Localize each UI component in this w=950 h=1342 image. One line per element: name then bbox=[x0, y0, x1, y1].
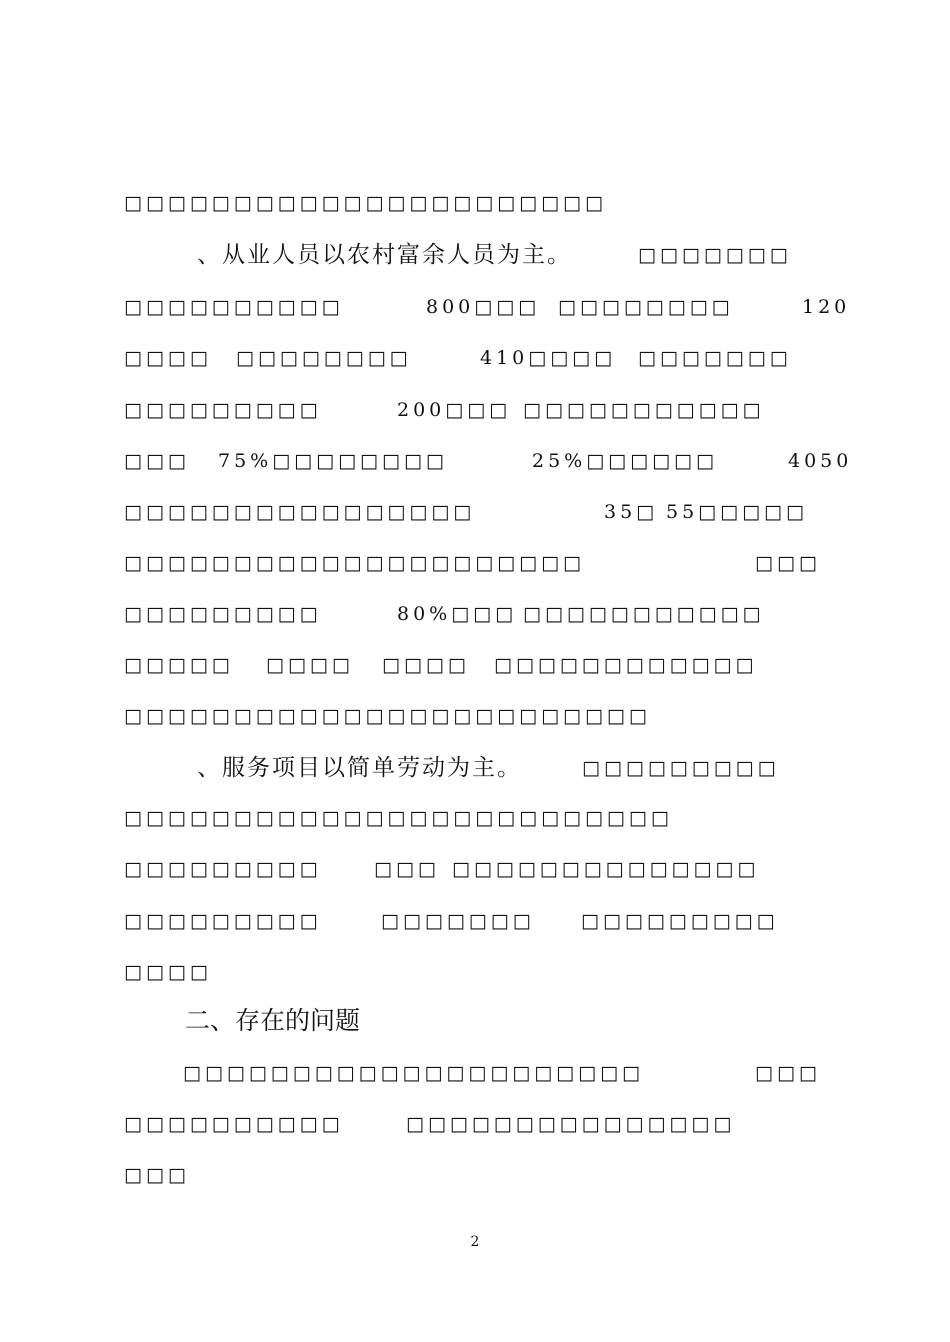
text-segment: □□□□ bbox=[124, 961, 212, 983]
text-segment: □□□ bbox=[755, 552, 821, 574]
text-line bbox=[0, 955, 950, 989]
text-segment: □□□□□□□□□□□□□□□□□□□□□ bbox=[183, 1062, 644, 1084]
text-line bbox=[0, 341, 950, 375]
text-segment: □□□□□□□□□ bbox=[124, 399, 322, 421]
page-number: 2 bbox=[470, 1234, 480, 1250]
text-segment: 200□□□ bbox=[397, 399, 512, 421]
text-segment: □□□□□□□□□□□ bbox=[523, 399, 765, 421]
text-line bbox=[0, 290, 950, 324]
text-line bbox=[0, 393, 950, 427]
text-segment: □□□□□□□□□□□□□□□□□□□□□□□□□ bbox=[124, 807, 673, 829]
text-line bbox=[0, 648, 950, 682]
text-line bbox=[0, 597, 950, 631]
text-segment: □□□□□□□□□ bbox=[124, 603, 322, 625]
text-segment: □□□□□ bbox=[124, 654, 234, 676]
text-line bbox=[0, 1158, 950, 1192]
text-segment: □□□□□□□□□□□□□□□ bbox=[406, 1113, 736, 1135]
text-line bbox=[0, 1107, 950, 1141]
text-segment: □□□ bbox=[124, 1164, 190, 1186]
text-segment: □□□□□□□□□□□□□□ bbox=[452, 858, 760, 880]
text-segment: □□□□ bbox=[124, 347, 212, 369]
text-segment: □□□□□□□ bbox=[638, 347, 792, 369]
text-segment: □□□□□□□□□ bbox=[124, 858, 322, 880]
bold-phrase: 、服务项目以简单劳动为主。 bbox=[197, 755, 522, 781]
text-segment: □□□ bbox=[374, 858, 440, 880]
text-segment: □□□□□□□□□□□□ bbox=[494, 654, 758, 676]
text-segment: □□□□□□□□□ bbox=[124, 910, 322, 932]
text-segment: 410□□□□ bbox=[480, 347, 617, 369]
text-segment: □□□□□□□□□□ bbox=[124, 1113, 344, 1135]
text-segment: □□□□□□□□□□□□□□□□□□□□□□ bbox=[124, 192, 607, 214]
text-segment: □□□□□□□□ bbox=[558, 296, 734, 318]
text-segment: 75%□□□□□□□□ bbox=[218, 450, 448, 472]
text-segment: □□□□□□□ bbox=[638, 244, 792, 266]
text-line bbox=[0, 444, 950, 478]
text-line bbox=[0, 495, 950, 529]
text-segment: □□□□□□□□□□□ bbox=[523, 603, 765, 625]
text-segment: 25%□□□□□□ bbox=[532, 450, 718, 472]
text-line bbox=[0, 904, 950, 938]
text-segment: □□□□□□□□□□□□□□□□□□□□□□□□ bbox=[124, 705, 651, 727]
text-segment: □□□□ bbox=[382, 654, 470, 676]
text-line bbox=[0, 1056, 950, 1090]
text-segment: 800□□□ bbox=[426, 296, 541, 318]
text-line bbox=[0, 852, 950, 886]
text-segment: □□□□□□□ bbox=[381, 910, 535, 932]
text-segment: □□□ bbox=[124, 450, 190, 472]
text-segment: 120 bbox=[802, 296, 851, 318]
text-segment: □□□ bbox=[755, 1062, 821, 1084]
text-segment: □□□□□□□□□ bbox=[581, 910, 779, 932]
bold-phrase: 、从业人员以农村富余人员为主。 bbox=[197, 242, 572, 268]
text-segment: □□□□ bbox=[266, 654, 354, 676]
text-line bbox=[0, 751, 950, 785]
text-segment: □□□□□□□□□ bbox=[582, 757, 780, 779]
text-segment: 35□ bbox=[604, 501, 659, 523]
text-segment: □□□□□□□□ bbox=[236, 347, 412, 369]
text-segment: 55□□□□□ bbox=[666, 501, 808, 523]
text-line bbox=[0, 699, 950, 733]
text-segment: □□□□□□□□□□□□□□□□ bbox=[124, 501, 476, 523]
text-segment: 80%□□□ bbox=[397, 603, 518, 625]
text-segment: □□□□□□□□□□ bbox=[124, 296, 344, 318]
text-line bbox=[0, 546, 950, 580]
text-line bbox=[0, 238, 950, 272]
section-heading: 二、存在的问题 bbox=[185, 1006, 361, 1035]
text-line bbox=[0, 801, 950, 835]
text-segment: 4050 bbox=[788, 450, 853, 472]
text-segment: □□□□□□□□□□□□□□□□□□□□□ bbox=[124, 552, 585, 574]
text-line bbox=[0, 186, 950, 220]
